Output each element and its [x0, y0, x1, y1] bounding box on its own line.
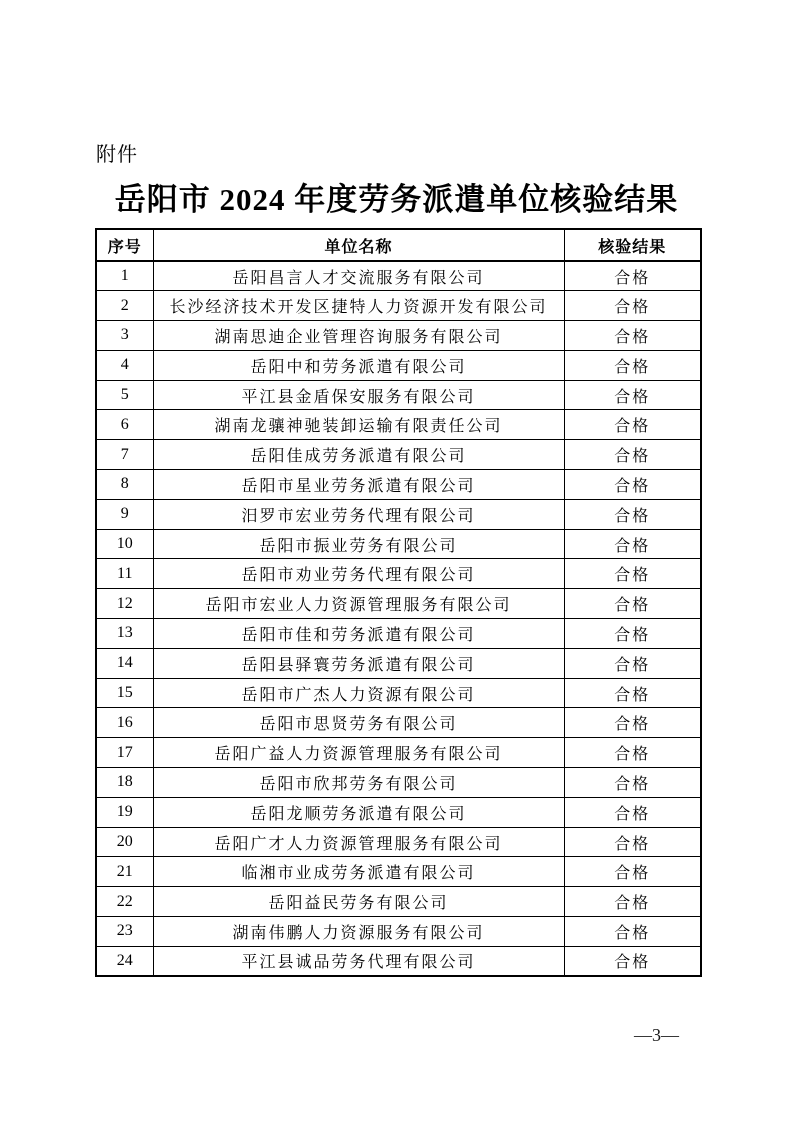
page-title: 岳阳市 2024 年度劳务派遣单位核验结果 — [114, 182, 679, 217]
verification-result-table — [95, 228, 702, 977]
cell-unit-name: 岳阳中和劳务派遣有限公司 — [153, 350, 564, 380]
cell-verification-result: 合格 — [564, 589, 701, 619]
cell-verification-result: 合格 — [564, 857, 701, 887]
cell-unit-name: 岳阳县驿寰劳务派遣有限公司 — [153, 648, 564, 678]
table-header-row — [96, 229, 701, 261]
cell-verification-result: 合格 — [564, 529, 701, 559]
table-row — [96, 410, 701, 440]
cell-serial-number: 11 — [96, 559, 153, 589]
cell-serial-number: 14 — [96, 648, 153, 678]
cell-verification-result: 合格 — [564, 321, 701, 351]
table-header — [96, 229, 701, 261]
table-row — [96, 470, 701, 500]
cell-serial-number: 12 — [96, 589, 153, 619]
cell-unit-name: 岳阳昌言人才交流服务有限公司 — [153, 261, 564, 291]
cell-unit-name: 岳阳市思贤劳务有限公司 — [153, 708, 564, 738]
cell-unit-name: 岳阳广益人力资源管理服务有限公司 — [153, 738, 564, 768]
cell-verification-result: 合格 — [564, 380, 701, 410]
table-row — [96, 619, 701, 649]
table-row — [96, 917, 701, 947]
table-row — [96, 946, 701, 976]
table-body — [96, 261, 701, 976]
cell-serial-number: 13 — [96, 619, 153, 649]
cell-unit-name: 长沙经济技术开发区捷特人力资源开发有限公司 — [153, 291, 564, 321]
table-row — [96, 559, 701, 589]
cell-verification-result: 合格 — [564, 946, 701, 976]
cell-verification-result: 合格 — [564, 410, 701, 440]
cell-unit-name: 岳阳市振业劳务有限公司 — [153, 529, 564, 559]
cell-serial-number: 20 — [96, 827, 153, 857]
cell-serial-number: 10 — [96, 529, 153, 559]
cell-unit-name: 岳阳佳成劳务派遣有限公司 — [153, 440, 564, 470]
page-number: —3— — [634, 1025, 679, 1045]
cell-unit-name: 岳阳广才人力资源管理服务有限公司 — [153, 827, 564, 857]
cell-verification-result: 合格 — [564, 470, 701, 500]
cell-serial-number: 8 — [96, 470, 153, 500]
cell-verification-result: 合格 — [564, 350, 701, 380]
header-verification-result: 核验结果 — [564, 229, 701, 261]
cell-serial-number: 6 — [96, 410, 153, 440]
cell-verification-result: 合格 — [564, 291, 701, 321]
cell-verification-result: 合格 — [564, 648, 701, 678]
cell-unit-name: 岳阳市宏业人力资源管理服务有限公司 — [153, 589, 564, 619]
cell-verification-result: 合格 — [564, 708, 701, 738]
cell-verification-result: 合格 — [564, 499, 701, 529]
cell-unit-name: 岳阳益民劳务有限公司 — [153, 887, 564, 917]
cell-unit-name: 岳阳市欣邦劳务有限公司 — [153, 768, 564, 798]
table-row — [96, 380, 701, 410]
cell-verification-result: 合格 — [564, 559, 701, 589]
cell-serial-number: 1 — [96, 261, 153, 291]
table-row — [96, 589, 701, 619]
cell-unit-name: 湖南思迪企业管理咨询服务有限公司 — [153, 321, 564, 351]
cell-verification-result: 合格 — [564, 619, 701, 649]
cell-verification-result: 合格 — [564, 797, 701, 827]
cell-serial-number: 4 — [96, 350, 153, 380]
cell-serial-number: 2 — [96, 291, 153, 321]
cell-serial-number: 5 — [96, 380, 153, 410]
cell-verification-result: 合格 — [564, 738, 701, 768]
table-row — [96, 261, 701, 291]
table-row — [96, 321, 701, 351]
table-row — [96, 708, 701, 738]
table-row — [96, 827, 701, 857]
cell-unit-name: 岳阳市广杰人力资源有限公司 — [153, 678, 564, 708]
cell-unit-name: 岳阳市劝业劳务代理有限公司 — [153, 559, 564, 589]
cell-verification-result: 合格 — [564, 440, 701, 470]
table-row — [96, 797, 701, 827]
cell-serial-number: 15 — [96, 678, 153, 708]
header-unit-name: 单位名称 — [153, 229, 564, 261]
cell-unit-name: 岳阳市星业劳务派遣有限公司 — [153, 470, 564, 500]
cell-serial-number: 22 — [96, 887, 153, 917]
cell-unit-name: 平江县金盾保安服务有限公司 — [153, 380, 564, 410]
cell-verification-result: 合格 — [564, 678, 701, 708]
table-row — [96, 529, 701, 559]
cell-verification-result: 合格 — [564, 917, 701, 947]
table-row — [96, 291, 701, 321]
table-row — [96, 738, 701, 768]
cell-unit-name: 湖南龙骧神驰装卸运输有限责任公司 — [153, 410, 564, 440]
cell-serial-number: 16 — [96, 708, 153, 738]
cell-unit-name: 汨罗市宏业劳务代理有限公司 — [153, 499, 564, 529]
cell-unit-name: 岳阳市佳和劳务派遣有限公司 — [153, 619, 564, 649]
cell-unit-name: 平江县诚品劳务代理有限公司 — [153, 946, 564, 976]
cell-serial-number: 17 — [96, 738, 153, 768]
cell-serial-number: 18 — [96, 768, 153, 798]
table-row — [96, 857, 701, 887]
cell-verification-result: 合格 — [564, 768, 701, 798]
cell-serial-number: 19 — [96, 797, 153, 827]
cell-serial-number: 24 — [96, 946, 153, 976]
cell-unit-name: 岳阳龙顺劳务派遣有限公司 — [153, 797, 564, 827]
table-row — [96, 499, 701, 529]
attachment-label: 附件 — [96, 144, 138, 166]
cell-unit-name: 湖南伟鹏人力资源服务有限公司 — [153, 917, 564, 947]
table-row — [96, 887, 701, 917]
cell-unit-name: 临湘市业成劳务派遣有限公司 — [153, 857, 564, 887]
table-row — [96, 768, 701, 798]
cell-verification-result: 合格 — [564, 261, 701, 291]
cell-verification-result: 合格 — [564, 887, 701, 917]
table-row — [96, 648, 701, 678]
cell-serial-number: 9 — [96, 499, 153, 529]
cell-serial-number: 21 — [96, 857, 153, 887]
cell-serial-number: 3 — [96, 321, 153, 351]
header-serial-number: 序号 — [96, 229, 153, 261]
table-row — [96, 678, 701, 708]
cell-serial-number: 23 — [96, 917, 153, 947]
table-row — [96, 440, 701, 470]
table-row — [96, 350, 701, 380]
cell-verification-result: 合格 — [564, 827, 701, 857]
cell-serial-number: 7 — [96, 440, 153, 470]
